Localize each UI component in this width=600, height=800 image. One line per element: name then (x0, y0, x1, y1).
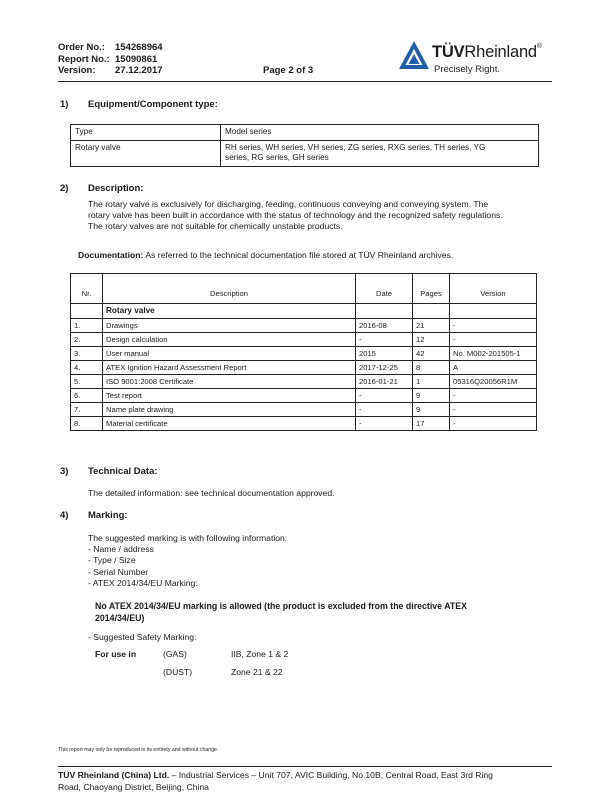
model-series-line-2: series, RG series, GH series (225, 153, 329, 162)
use-row-dust (163, 667, 283, 677)
gas-value: IIB, Zone 1 & 2 (231, 649, 289, 659)
marking-intro: The suggested marking is with following information: (88, 533, 288, 543)
doc-cell-pages: 21 (413, 319, 450, 333)
doc-cell-description: ATEX Ignition Hazard Assessment Report (103, 361, 356, 375)
doc-cell-nr: 5. (71, 375, 103, 389)
doc-cell-description: Material certificate (103, 417, 356, 431)
doc-cell-version: - (450, 403, 537, 417)
logo-bold: TÜV (432, 43, 465, 61)
doc-header-nr: Nr. (71, 274, 103, 304)
documentation-text: As referred to the technical documentation file stored at TÜV Rheinland archives. (145, 250, 454, 260)
table-row (71, 361, 537, 375)
description-line-2: rotary valve has been built in accordance with the status of technology and the recognized safety regulations. (88, 210, 503, 220)
doc-header-date: Date (356, 274, 413, 304)
doc-cell-pages: 8 (413, 361, 450, 375)
documentation-label: Documentation: (78, 250, 144, 260)
order-value: 154268964 (115, 42, 163, 53)
gas-label: (GAS) (163, 649, 187, 659)
logo-regular: Rheinland (464, 43, 537, 61)
model-series-value (221, 140, 539, 166)
doc-cell-nr: 6. (71, 389, 103, 403)
report-value: 15090861 (115, 53, 158, 65)
tuv-logo (398, 38, 558, 78)
doc-header-pages: Pages (413, 274, 450, 304)
section-4-number: 4) (60, 510, 69, 521)
doc-cell-nr: 3. (71, 347, 103, 361)
section-1-number: 1) (60, 99, 69, 110)
footer-company: TÜV Rheinland (China) Ltd. (58, 770, 170, 780)
section-3-label: Technical Data: (88, 466, 158, 477)
page-footer (58, 766, 552, 793)
doc-sub-empty (71, 304, 103, 319)
doc-cell-date: - (356, 333, 413, 347)
logo-registered: ® (536, 43, 542, 50)
page-header (58, 36, 552, 82)
technical-data-text: The detailed information: see technical documentation approved. (88, 488, 335, 498)
footer-address-2: Road, Chaoyang District, Beijing, China (58, 781, 209, 792)
documentation-line (78, 250, 453, 261)
model-series-line-1: RH series, WH series, VH series, ZG series, RXG series, TH series, YG (225, 142, 486, 152)
doc-cell-date: - (356, 389, 413, 403)
doc-cell-description: Test report (103, 389, 356, 403)
description-line-3: The rotary valves are not suitable for chemically unstable products. (88, 221, 343, 231)
doc-cell-nr: 4. (71, 361, 103, 375)
doc-cell-date: 2016-08 (356, 319, 413, 333)
doc-table-subheader-row (71, 304, 537, 319)
list-item: - ATEX 2014/34/EU Marking: (88, 577, 198, 588)
doc-sub-empty (356, 304, 413, 319)
section-4-label: Marking: (88, 510, 128, 521)
doc-cell-description: Drawings (103, 319, 356, 333)
section-2-label: Description: (88, 183, 144, 194)
doc-cell-pages: 9 (413, 389, 450, 403)
page-number: Page 2 of 3 (263, 65, 314, 76)
doc-cell-pages: 42 (413, 347, 450, 361)
tuv-triangle-icon (398, 40, 430, 70)
use-row-gas (95, 649, 288, 659)
documentation-table (70, 273, 537, 431)
order-label: Order No.: (58, 42, 105, 53)
doc-sub-empty (450, 304, 537, 319)
type-header: Type (71, 125, 221, 141)
doc-cell-pages: 1 (413, 375, 450, 389)
section-1-title (60, 99, 218, 110)
section-1-label: Equipment/Component type: (88, 99, 218, 110)
table-row (71, 319, 537, 333)
doc-cell-version: - (450, 319, 537, 333)
type-value: Rotary valve (71, 140, 221, 166)
reproduction-footnote: This report may only be reproduced in its entirety and without change. (58, 747, 219, 753)
doc-cell-nr: 7. (71, 403, 103, 417)
doc-cell-description: Design calculation (103, 333, 356, 347)
doc-cell-description: ISO 9001:2008 Certificate (103, 375, 356, 389)
section-4-title (60, 510, 128, 521)
doc-cell-pages: 9 (413, 403, 450, 417)
doc-cell-description: Name plate drawing (103, 403, 356, 417)
table-row (71, 347, 537, 361)
table-row (71, 375, 537, 389)
dust-label: (DUST) (163, 667, 193, 677)
version-value: 27.12.2017 (115, 65, 163, 76)
logo-tagline: Precisely Right. (434, 64, 500, 75)
doc-cell-version: - (450, 333, 537, 347)
doc-cell-date: 2015 (356, 347, 413, 361)
section-2-number: 2) (60, 183, 69, 194)
table-row (71, 389, 537, 403)
safety-marking-label: - Suggested Safety Marking: (88, 632, 197, 642)
list-item: - Serial Number (88, 566, 149, 577)
section-2-title (60, 183, 143, 194)
doc-sub-empty (413, 304, 450, 319)
description-line-1: The rotary valve is exclusively for discharging, feeding, continuous conveying and conveying system. The (88, 199, 489, 209)
use-in-label: For use in (95, 649, 137, 659)
footer-address-1: – Industrial Services – Unit 707, AVIC Building, No.10B, Central Road, East 3rd Ring (171, 770, 493, 780)
doc-subheader: Rotary valve (103, 304, 356, 319)
version-label: Version: (58, 65, 96, 76)
list-item: - Name / address (88, 544, 154, 555)
doc-cell-pages: 17 (413, 417, 450, 431)
report-meta (58, 42, 163, 77)
doc-cell-version: A (450, 361, 537, 375)
doc-header-description: Description (103, 274, 356, 304)
logo-wordmark (432, 43, 542, 62)
doc-cell-version: No. M002-201505-1 (450, 347, 537, 361)
doc-cell-version: - (450, 389, 537, 403)
doc-cell-nr: 8. (71, 417, 103, 431)
doc-header-version: Version (450, 274, 537, 304)
equipment-table (70, 124, 539, 167)
doc-cell-date: 2016-01-21 (356, 375, 413, 389)
doc-cell-version: 05316Q20056R1M (450, 375, 537, 389)
atex-note-line-2: 2014/34/EU) (95, 613, 145, 623)
atex-note-line-1: No ATEX 2014/34/EU marking is allowed (the product is excluded from the directive ATEX (95, 601, 468, 611)
doc-cell-date: - (356, 403, 413, 417)
doc-cell-description: User manual (103, 347, 356, 361)
report-label: Report No.: (58, 53, 110, 65)
doc-cell-pages: 12 (413, 333, 450, 347)
footer-line-1 (58, 770, 552, 782)
marking-list (88, 533, 287, 589)
doc-cell-nr: 2. (71, 333, 103, 347)
table-row (71, 333, 537, 347)
model-series-header: Model series (221, 125, 539, 141)
description-text (88, 199, 503, 232)
atex-note (95, 600, 467, 624)
list-item: - Type / Size (88, 555, 136, 566)
dust-value: Zone 21 & 22 (231, 667, 283, 677)
table-row (71, 403, 537, 417)
section-3-number: 3) (60, 466, 69, 477)
doc-cell-nr: 1. (71, 319, 103, 333)
doc-cell-date: 2017-12-25 (356, 361, 413, 375)
doc-table-header-row (71, 274, 537, 304)
doc-cell-version: - (450, 417, 537, 431)
doc-cell-date: - (356, 417, 413, 431)
table-row (71, 417, 537, 431)
section-3-title (60, 466, 158, 477)
